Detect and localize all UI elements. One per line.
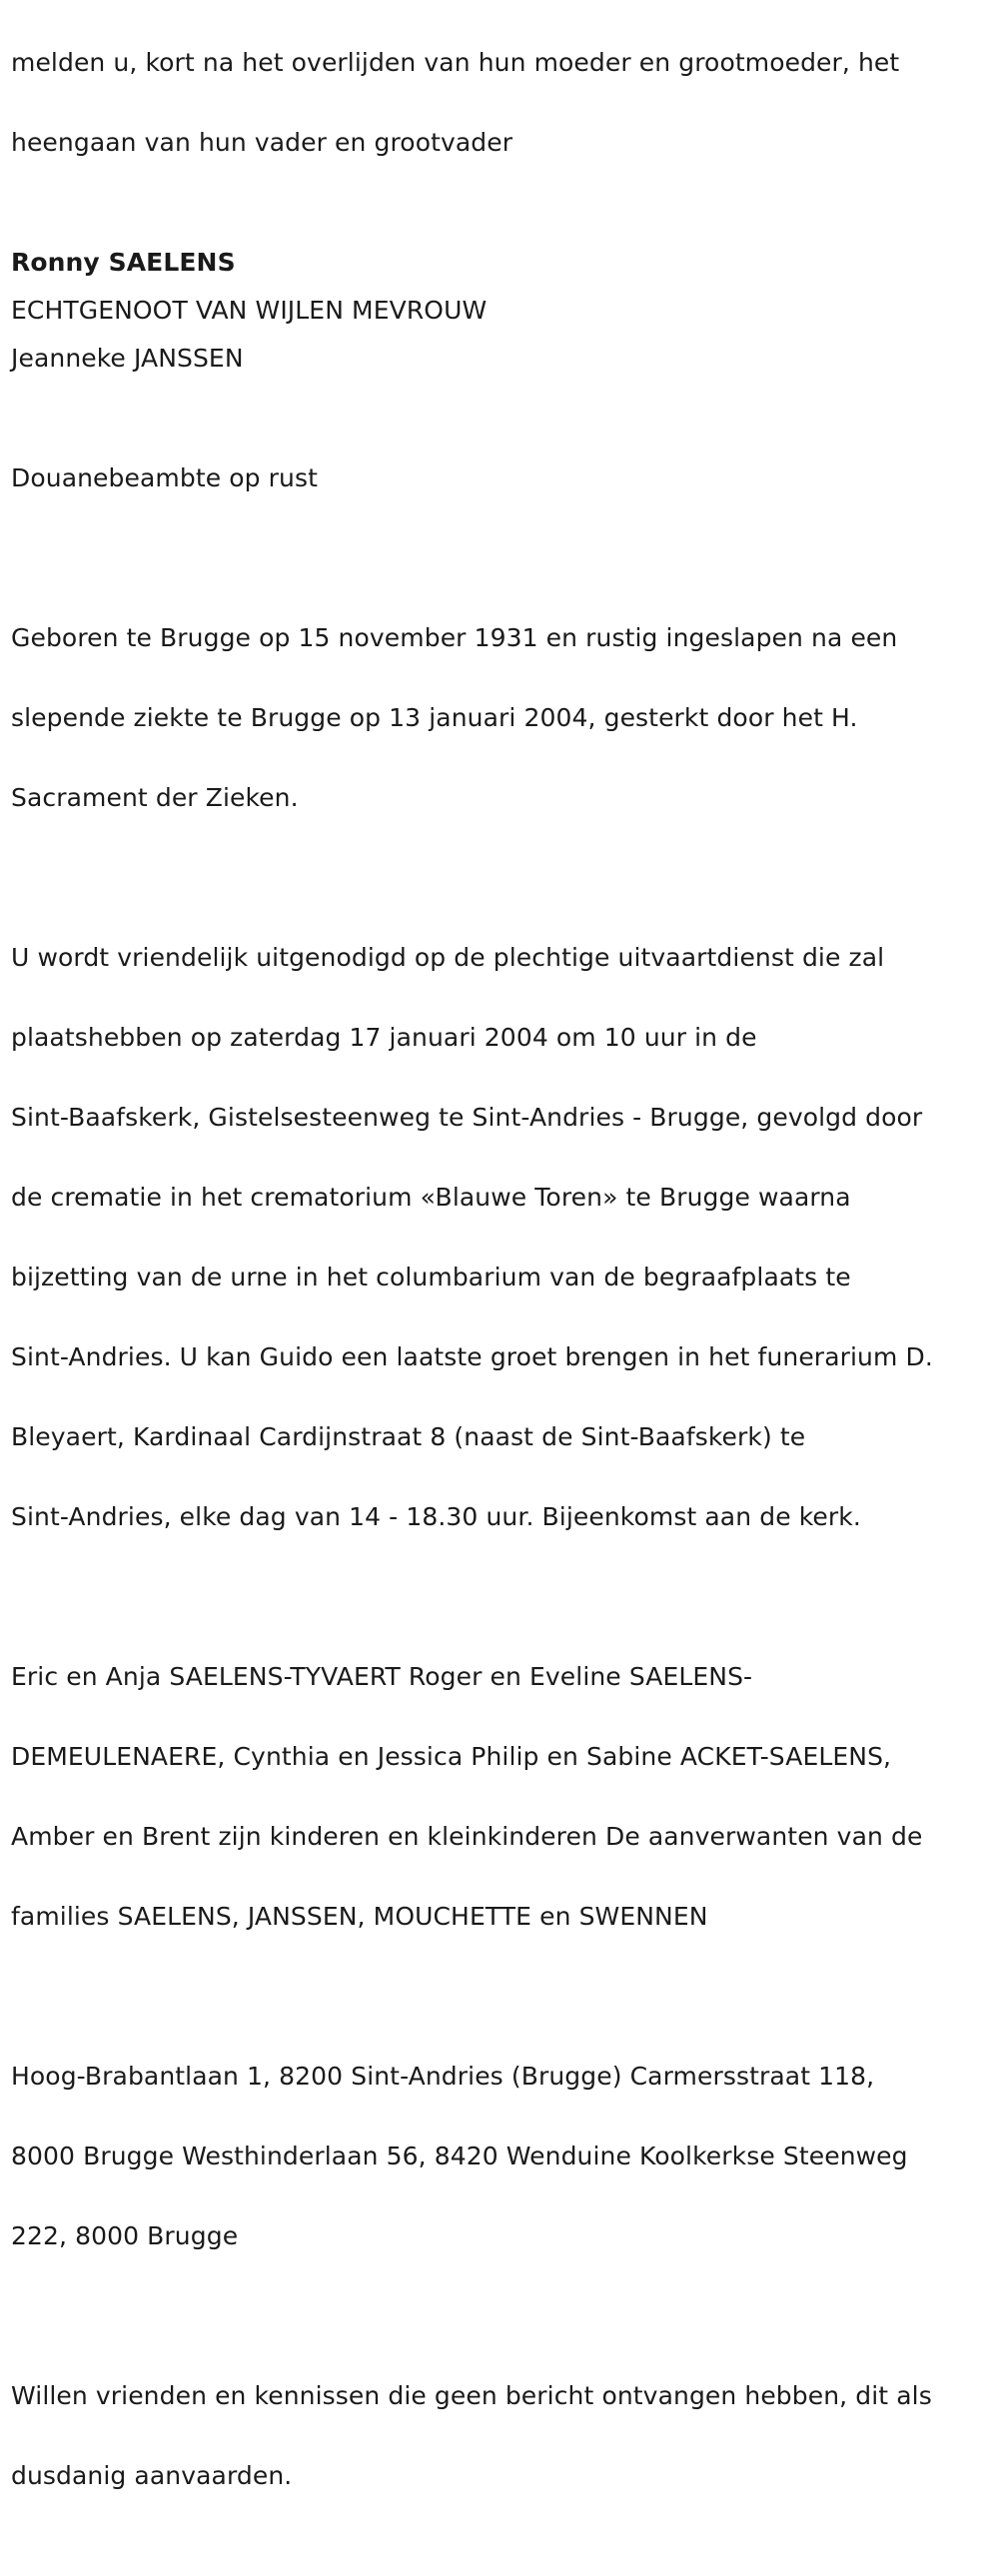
intro-paragraph: [11, 3, 992, 203]
ceremony-line: Sint-Baafskerk, Gistelsesteenweg te Sint-Andries - Brugge, gevolgd door: [11, 1103, 923, 1132]
ceremony-line: Sint-Andries. U kan Guido een laatste groet brengen in het funerarium D.: [11, 1342, 933, 1371]
address-line: 222, 8000 Brugge: [11, 2221, 239, 2250]
addresses-paragraph: [11, 2017, 992, 2296]
obituary-document: [11, 3, 992, 2576]
closing-line: Willen vrienden en kennissen die geen bericht ontvangen hebben, dit als: [11, 2381, 932, 2410]
ceremony-line: plaatshebben op zaterdag 17 januari 2004 om 10 uur in de: [11, 1023, 757, 1052]
intro-line: heengaan van hun vader en grootvader: [11, 128, 513, 157]
ceremony-line: de crematie in het crematorium «Blauwe Toren» te Brugge waarna: [11, 1183, 851, 1212]
closing-line: dusdanig aanvaarden.: [11, 2461, 293, 2490]
birth-death-line: slepende ziekte te Brugge op 13 januari 2004, gesterkt door het H.: [11, 703, 858, 732]
ceremony-line: U wordt vriendelijk uitgenodigd op de plechtige uitvaartdienst die zal: [11, 943, 885, 972]
family-paragraph: [11, 1617, 992, 1977]
ceremony-line: Bleyaert, Kardinaal Cardijnstraat 8 (naast de Sint-Baafskerk) te: [11, 1422, 806, 1451]
occupation: [11, 419, 992, 538]
closing-paragraph: [11, 2336, 992, 2536]
address-line: Hoog-Brabantlaan 1, 8200 Sint-Andries (Brugge) Carmersstraat 118,: [11, 2062, 875, 2091]
spouse-name: Jeanneke JANSSEN: [11, 344, 244, 373]
address-line: 8000 Brugge Westhinderlaan 56, 8420 Wenduine Koolkerkse Steenweg: [11, 2142, 908, 2170]
deceased-name: Ronny SAELENS: [11, 248, 236, 277]
occupation-text: Douanebeambte op rust: [11, 463, 319, 492]
ceremony-line: bijzetting van de urne in het columbarium van de begraafplaats te: [11, 1263, 851, 1291]
family-line: DEMEULENAERE, Cynthia en Jessica Philip en Sabine ACKET-SAELENS,: [11, 1742, 892, 1771]
spouse-title: ECHTGENOOT VAN WIJLEN MEVROUW: [11, 296, 488, 325]
family-line: families SAELENS, JANSSEN, MOUCHETTE en SWENNEN: [11, 1902, 708, 1931]
family-line: Eric en Anja SAELENS-TYVAERT Roger en Eveline SAELENS-: [11, 1662, 753, 1691]
birth-death-line: Geboren te Brugge op 15 november 1931 en rustig ingeslapen na een: [11, 623, 898, 652]
ceremony-paragraph: [11, 898, 992, 1577]
intro-line: melden u, kort na het overlijden van hun moeder en grootmoeder, het: [11, 48, 900, 77]
birth-death-line: Sacrament der Zieken.: [11, 783, 299, 812]
family-line: Amber en Brent zijn kinderen en kleinkinderen De aanverwanten van de: [11, 1822, 923, 1851]
ceremony-line: Sint-Andries, elke dag van 14 - 18.30 uur. Bijeenkomst aan de kerk.: [11, 1502, 861, 1531]
birth-death-paragraph: [11, 578, 992, 858]
